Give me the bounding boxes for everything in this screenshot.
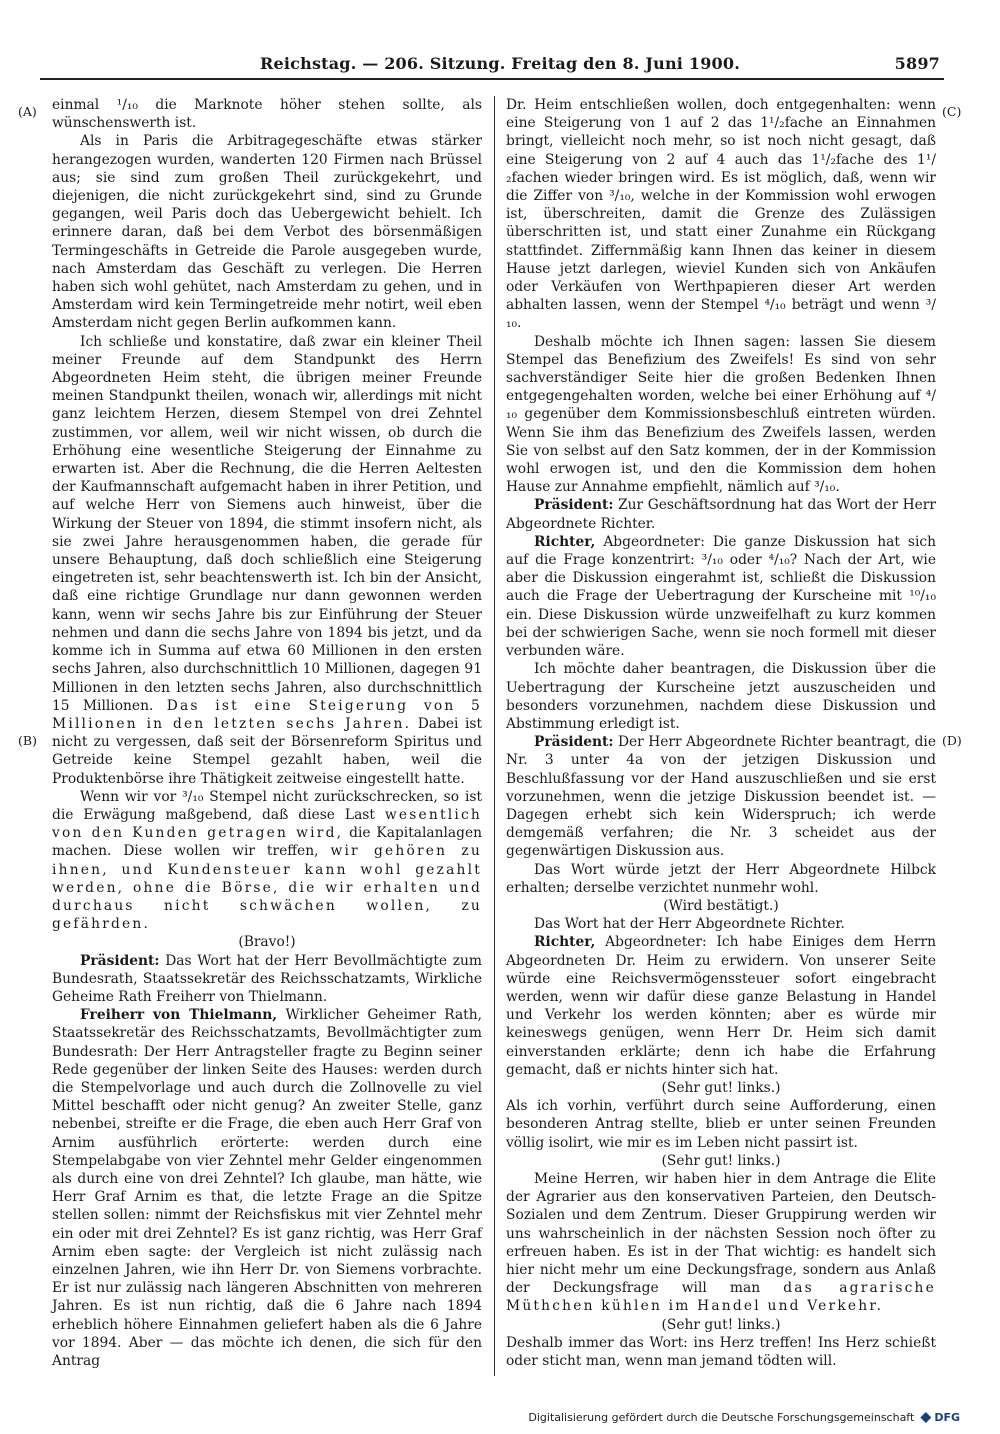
- running-head-title: Reichstag. — 206. Sitzung. Freitag den 8. Juni 1900.: [260, 54, 740, 73]
- left-paragraph-3c: Dabei ist nicht zu vergessen, daß seit der Börsenreform Spiritus und Getreide keine Stempel gezahlt haben, weil die Produktenbörse ihre Thätigkeit zeitweise eingestellt hatte.: [52, 715, 483, 787]
- left-paragraph-3b-emphasis: Das ist eine Steigerung von 5 Millionen in den letzten sechs Jahren.: [52, 697, 482, 732]
- right-column: [506, 96, 937, 1370]
- left-paragraph-4c: die Kapitalanlagen machen. Diese wollen wir treffen,: [52, 825, 483, 860]
- interjection-wird-bestaetigt: (Wird bestätigt.): [663, 897, 779, 914]
- left-paragraph-4: [52, 788, 482, 934]
- margin-marker-d: (D): [942, 733, 962, 748]
- right-paragraph-1: Dr. Heim entschließen wollen, doch entgegenhalten: wenn eine Steigerung von 1 auf 2 das 1¹/₂fache an Einnahmen bringt, vielleicht noch mehr, so ist noch nicht gesagt, daß eine Steigerung von 2 auf 4 auch das 1¹/₂fache des 1¹/₂fachen wieder bringen wird. Es ist möglich, daß, wenn wir die Ziffer von ³/₁₀, welche in der Kommission wohl erwogen ist, überschreiten, damit die Grenze des Zulässigen überschritten ist, und statt einer Zunahme ein Rückgang stattfindet. Ziffernmäßig kann Ihnen das keiner in diesem Hause jetzt darlegen, wieviel Kunden sich von Ankäufen oder Verkäufen von Werthpapieren dieser Art werden abhalten lassen, wenn der Stempel ⁴/₁₀ beträgt und wenn ³/₁₀.: [506, 97, 936, 332]
- interjection-sehr-gut-1: (Sehr gut! links.): [661, 1079, 781, 1096]
- margin-marker-c: (C): [942, 104, 962, 119]
- speaker-label-richter: Richter,: [534, 934, 596, 951]
- right-paragraph-12: Deshalb immer das Wort: ins Herz treffen! Ins Herz schießt oder sticht man, wenn man jemand tödten will.: [506, 1334, 936, 1370]
- page-number: 5897: [894, 54, 940, 73]
- right-paragraph-10: Als ich vorhin, verführt durch seine Aufforderung, einen besonderen Antrag stellte, blieb er unter seinen Freunden völlig isolirt, wie mir es im Leben nicht passirt ist.: [506, 1098, 936, 1151]
- dfg-logo: [920, 1411, 960, 1424]
- column-divider: [494, 96, 495, 1376]
- right-paragraph-11b-emphasis: das agrarische Müthchen kühlen im Handel und Verkehr.: [506, 1280, 936, 1315]
- left-paragraph-5: [52, 952, 482, 1007]
- left-paragraph-3a: Ich schließe und konstatire, daß zwar ein kleiner Theil meiner Freunde auf dem Standpunkt des Herrn Abgeordneten Heim steht, die übrigen meiner Freunde meinen Standpunkt theilen, wonach wir, allerdings mit nicht ganz leichtem Herzen, diesem Stempel von drei Zehntel zustimmen, vor allem, weil wir nicht wissen, ob durch die Erhöhung eine wesentliche Steigerung der Einnahme zu erwarten ist. Aber die Rechnung, die die Herren Aeltesten der Kaufmannschaft aufgemacht haben in ihrer Petition, und auf welche Herr von Siemens auch hinweist, über die Wirkung der Steuer von 1894, die stimmt insofern nicht, als sie zwei Jahre herausgenommen haben, die gerade für unsere Behauptung, daß doch schließlich eine Steigerung eingetreten ist, sehr beachtenswerth ist. Ich bin der Ansicht, daß eine richtige Grundlage nur dann gewonnen werden kann, wenn wir sechs Jahre bis zur Einführung der Steuer nehmen und dann die sechs Jahre von 1894 bis jetzt, und da komme ich in Summa auf etwa 60 Millionen in den ersten sechs Jahren, also durchschnittlich 10 Millionen, dagegen 91 Millionen in den letzten sechs Jahren, also durchschnittlich 15 Millionen.: [52, 333, 482, 714]
- speaker-label-praesident: Präsident:: [534, 497, 614, 514]
- left-paragraph-5-text: Das Wort hat der Herr Bevollmächtigte zum Bundesrath, Staatssekretär des Reichsschatzamts, Wirkliche Geheime Rath Freiherr von Thielmann.: [52, 952, 482, 1005]
- margin-marker-a: (A): [18, 104, 37, 119]
- left-paragraph-2: Als in Paris die Arbitragegeschäfte etwas stärker herangezogen wurden, wanderten 120 Firmen nach Brüssel aus; sie sind zum großen Theil zurückgekehrt, und diejenigen, die nicht zurückgekehrt sind, sind zu Grunde gegangen, weil Paris doch das Uebergewicht behielt. Ich erinnere daran, daß bei dem Verbot des börsenmäßigen Termingeschäfts in Getreide die Parole ausgegeben wurde, nach Amsterdam das Geschäft zu verlegen. Die Herren haben sich wohl gehütet, nach Amsterdam zu gehen, und in Amsterdam wird kein Termingetreide mehr notirt, weil eben Amsterdam nicht gegen Berlin aufkommen kann.: [52, 133, 482, 332]
- right-paragraph-4: [506, 533, 936, 660]
- right-paragraph-11: [506, 1170, 936, 1316]
- speaker-label-richter: Richter,: [534, 533, 596, 550]
- left-paragraph-3: [52, 333, 482, 788]
- interjection-sehr-gut-3: (Sehr gut! links.): [661, 1316, 781, 1333]
- right-paragraph-8: Das Wort hat der Herr Abgeordnete Richter.: [534, 916, 845, 933]
- left-column: [52, 96, 483, 1370]
- right-paragraph-6: [506, 733, 936, 860]
- speaker-label-praesident: Präsident:: [80, 952, 160, 969]
- speaker-label-praesident: Präsident:: [534, 734, 614, 751]
- right-paragraph-11a: Meine Herren, wir haben hier in dem Antrage die Elite der Agrarier aus den konservativen Parteien, den Deutsch-Sozialen und dem Zentrum. Dieser Gruppirung werden wir uns wahrscheinlich in der nächsten Session noch öfter zu erfreuen haben. Es ist in der That wichtig: es handelt sich hier nicht mehr um eine Deckungsfrage, sondern aus Anlaß der Deckungsfrage will man: [506, 1170, 936, 1297]
- right-paragraph-9: [506, 933, 936, 1079]
- digitization-credit: [528, 1411, 960, 1424]
- dfg-logo-text: DFG: [934, 1411, 960, 1424]
- left-paragraph-1: einmal ¹/₁₀ die Marknote höher stehen sollte, als wünschenswerth ist.: [52, 97, 482, 132]
- left-paragraph-6-text: Wirklicher Geheimer Rath, Staatssekretär des Reichsschatzamts, Bevollmächtigter zum Bundesrath: Der Herr Antragsteller fragte zu Beginn seiner Rede gegenüber der linken Seite des Hauses: werden durch die Stempelvorlage und auch durch die Zollnovelle zu viel Mittel beschafft oder nicht genug? An zweiter Stelle, ganz nebenbei, streifte er die Frage, die eben auch Herr Graf von Arnim ausführlich erörterte: werden durch eine Stempelabgabe von vier Zehntel mehr Gelder eingenommen als durch eine von drei Zehntel? Ich glaube, man hätte, wie Herr Graf Arnim es that, die letzte Frage an die Spitze stellen sollen: nimmt der Reichsfiskus mit vier Zehntel mehr ein oder mit drei Zehntel? Es ist ganz richtig, was Herr Graf Arnim eben sagte: der Vergleich ist nicht zulässig nach einzelnen Jahren, wie ihn Herr Dr. von Siemens vorbrachte. Er ist nur zulässig nach längeren Abschnitten von mehreren Jahren. Es ist nun richtig, daß die 6 Jahre nach 1894 erheblich höhere Einnahmen geliefert haben als die 6 Jahre vor 1894. Aber — das möchte ich denen, die sich für den Antrag: [52, 1007, 482, 1370]
- running-header: [60, 50, 940, 78]
- interjection-sehr-gut-2: (Sehr gut! links.): [661, 1152, 781, 1169]
- left-paragraph-4b-emphasis: wesentlich von den Kunden getragen wird,: [52, 806, 482, 842]
- right-paragraph-7: Das Wort würde jetzt der Herr Abgeordnete Hilbck erhalten; derselbe verzichtet nunmehr wohl.: [506, 861, 936, 896]
- right-paragraph-5: Ich möchte daher beantragen, die Diskussion über die Uebertragung der Kurscheine jetzt auszuscheiden und besonders vorzunehmen, nachdem diese Diskussion und Abstimmung erledigt ist.: [506, 661, 936, 732]
- interjection-bravo: (Bravo!): [238, 934, 296, 951]
- margin-marker-b: (B): [18, 733, 37, 748]
- left-paragraph-6: [52, 1006, 482, 1370]
- left-paragraph-4a: Wenn wir vor ³/₁₀ Stempel nicht zurückschrecken, so ist die Erwägung maßgebend, daß diese Last: [52, 788, 482, 823]
- right-paragraph-6-text: Der Herr Abgeordnete Richter beantragt, die Nr. 3 unter 4a von der jetzigen Diskussion und Beschlußfassung vor der Hand auszuschließen und sie erst vorzunehmen, wenn die jetzige Diskussion beendet ist. — Dagegen erhebt sich kein Widerspruch; ich werde demgemäß verfahren; die Nr. 3 scheidet aus der gegenwärtigen Diskussion aus.: [506, 734, 936, 860]
- right-paragraph-3-text: Zur Geschäftsordnung hat das Wort der Herr Abgeordnete Richter.: [506, 497, 936, 532]
- right-paragraph-2: Deshalb möchte ich Ihnen sagen: lassen Sie diesem Stempel das Benefizium des Zweifels! Es sind von sehr sachverständiger Seite hier die großen Bedenken Ihnen entgegengehalten worden, welche bei einer Erhöhung auf ⁴/₁₀ gegenüber dem Kommissionsbeschluß eintreten würden. Wenn Sie ihm das Benefizium des Zweifels lassen, werden Sie von selbst auf den Satz kommen, der in der Kommission wohl erwogen ist, und den die Kommission dem hohen Hause zur Annahme empfiehlt, nämlich auf ³/₁₀.: [506, 333, 936, 496]
- dfg-diamond-icon: [920, 1412, 931, 1423]
- right-paragraph-4-text: Abgeordneter: Die ganze Diskussion hat sich auf die Frage konzentrirt: ³/₁₀ oder ⁴/₁₀? Nach der Art, wie aber die Diskussion eingerahmt ist, schließt die Diskussion auch die Frage der Uebertragung der Kurscheine mit ¹⁰/₁₀ ein. Diese Diskussion würde unzweifelhaft zu kurz kommen bei der schwierigen Sache, wenn sie noch formell mit dieser verbunden wäre.: [506, 533, 936, 660]
- left-paragraph-4d-emphasis: wir gehören zu ihnen, und Kundensteuer kann wohl gezahlt werden, ohne die Börse, die wir erhalten und durchaus nicht schwächen wollen, zu gefährden.: [52, 843, 482, 933]
- speaker-label-thielmann: Freiherr von Thielmann,: [80, 1007, 278, 1024]
- right-paragraph-3: [506, 496, 936, 532]
- header-rule: [40, 78, 944, 80]
- credit-text: Digitalisierung gefördert durch die Deutsche Forschungsgemeinschaft: [528, 1411, 915, 1424]
- right-paragraph-9-text: Abgeordneter: Ich habe Einiges dem Herrn Abgeordneten Dr. Heim zu erwidern. Von unserer Seite würde eine Reichsvermögenssteuer sofort eingebracht werden, wenn wir dafür diese ganze Belastung in Handel und Verkehr los werden könnten; aber es würde mir keineswegs genügen, wenn Herr Dr. Heim sich damit einverstanden erklärte; denn ich habe die Erfahrung gemacht, daß er nichts hinter sich hat.: [506, 934, 937, 1078]
